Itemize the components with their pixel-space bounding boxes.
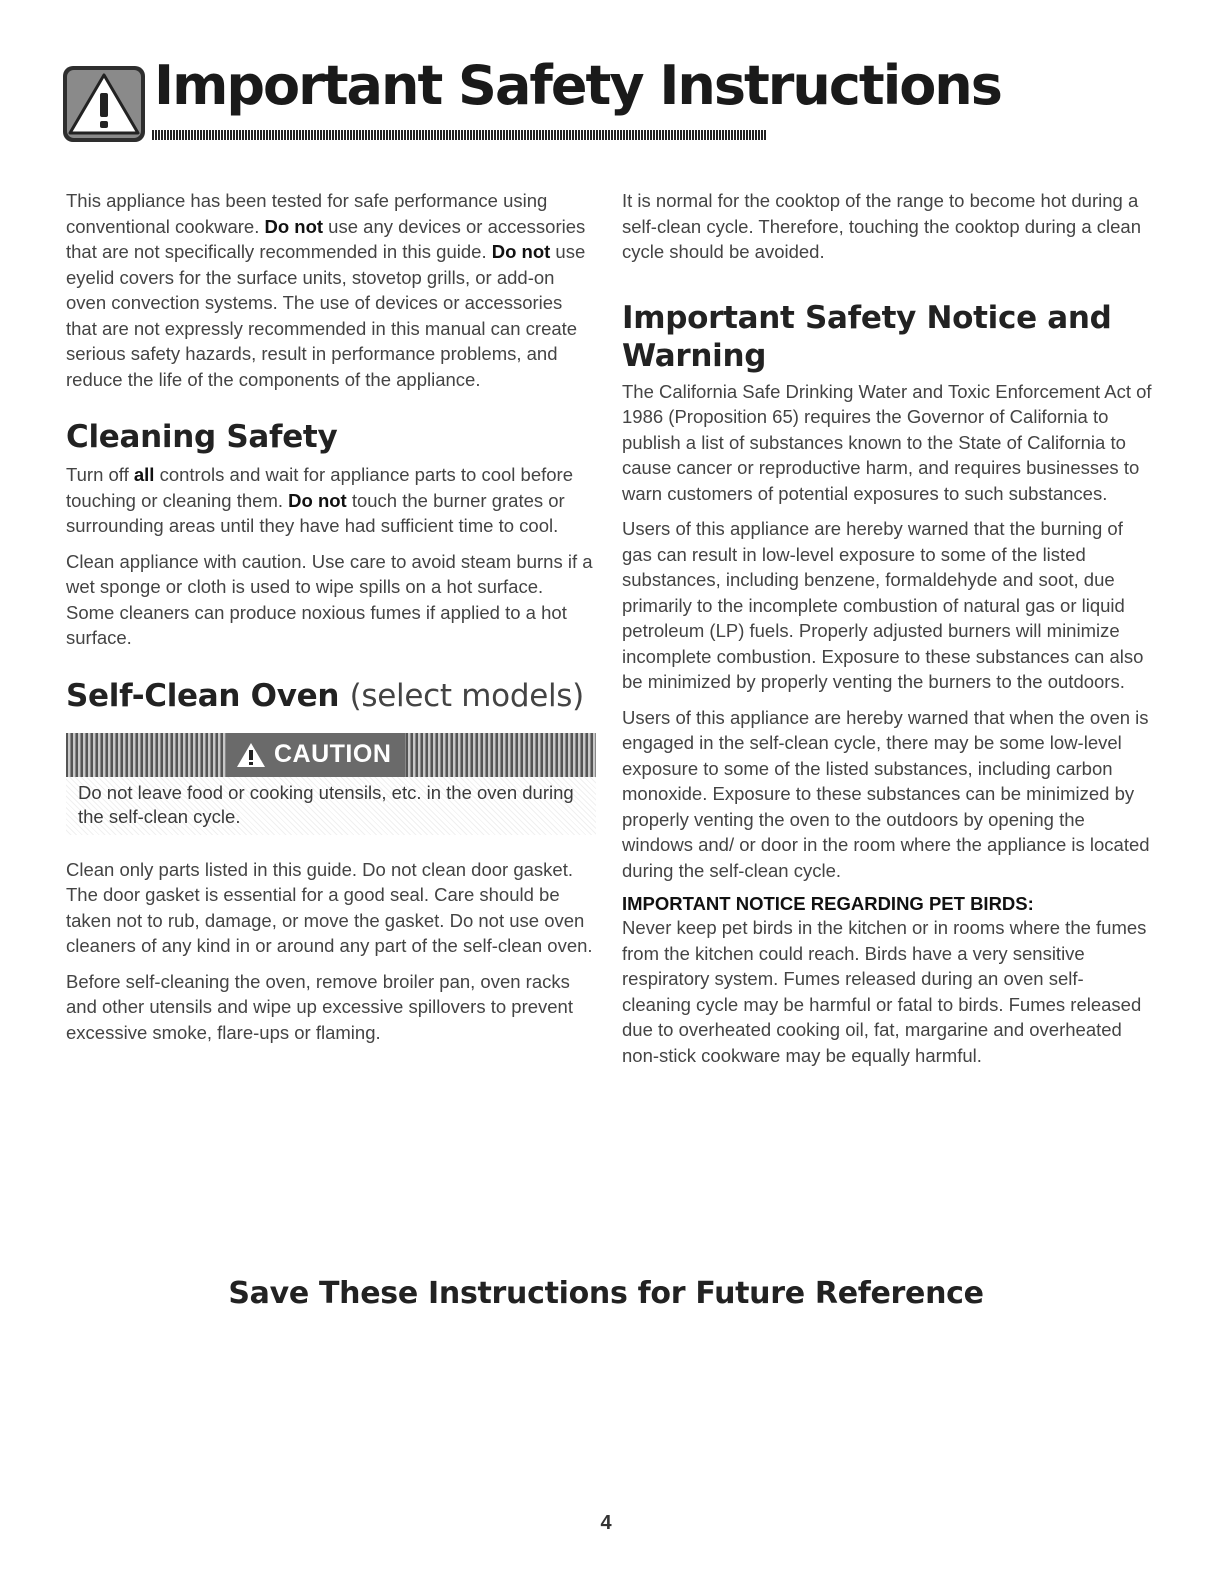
save-instructions-footer: Save These Instructions for Future Reference [228,1276,984,1311]
page-title: Important Safety Instructions [154,54,1001,117]
title-underline [152,130,766,140]
notice-paragraph-3: Users of this appliance are hereby warned that when the oven is engaged in the self-clean cycle, there may be some low-level exposure to some of the listed substances, including carbon monoxide. Exposure to these substances can be minimized by properly venting the oven to the outdoors by opening the windows and/ or door in the room where the appliance is located during the self-clean cycle. [622,706,1150,881]
self-clean-heading: Self-Clean Oven (select models) [66,677,584,714]
caution-label [226,733,405,777]
caution-text: CAUTION [274,740,392,768]
page-header [62,54,1001,150]
pet-birds-paragraph: Never keep pet birds in the kitchen or in rooms where the fumes from the kitchen could reach. Birds have a very sensitive respiratory system. Fumes released during an oven self-cleaning cycle may be harmful or fatal to birds. Fumes released due to overheated cooking oil, fat, margarine and overheated non-stick cookware may be equally harmful. [622,917,1147,1066]
pet-birds-heading: IMPORTANT NOTICE REGARDING PET BIRDS: [622,893,1034,914]
notice-paragraph-1: The California Safe Drinking Water and Toxic Enforcement Act of 1986 (Proposition 65) requires the Governor of California to publish a list of substances known to the State of California to cause cancer or reproductive harm, and requires businesses to warn customers of potential exposures to such substances. [622,380,1152,504]
cleaning-safety-paragraph-2: Clean appliance with caution. Use care to avoid steam burns if a wet sponge or cloth is used to wipe spills on a hot surface. Some cleaners can produce noxious fumes if applied to a hot surface. [66,550,593,648]
cleaning-safety-paragraph-1: Turn off all controls and wait for appliance parts to cool before touching or cleaning them. Do not touch the burner grates or surrounding areas until they have had sufficient time to cool. [66,464,573,536]
caution-message: Do not leave food or cooking utensils, etc. in the oven during the self-clean cycle. [66,777,596,835]
caution-box [66,733,596,835]
intro-paragraph: This appliance has been tested for safe performance using conventional cookware. Do not use any devices or accessories that are not specifically recommended in this guide. Do not use eyelid covers for the surface units, stovetop grills, or add-on oven convection systems. The use of devices or accessories that are not expressly recommended in this manual can create serious safety hazards, result in performance problems, and reduce the life of the components of the appliance. [66,190,586,390]
cooktop-hot-paragraph: It is normal for the cooktop of the range to become hot during a self-clean cycle. Therefore, touching the cooktop during a clean cycle should be avoided. [622,190,1141,262]
safety-notice-heading: Important Safety Notice and Warning [622,299,1112,374]
self-clean-paragraph-1: Clean only parts listed in this guide. Do not clean door gasket. The door gasket is essential for a good seal. Care should be taken not to rub, damage, or move the gasket. Do not use oven cleaners of any kind in or around any part of the self-clean oven. [66,858,593,956]
right-column [622,188,1152,1078]
cleaning-safety-heading: Cleaning Safety [66,419,338,455]
left-column [66,188,596,1055]
self-clean-heading-suffix: (select models) [349,677,584,714]
warning-triangle-icon [62,65,146,143]
self-clean-paragraph-2: Before self-cleaning the oven, remove broiler pan, oven racks and other utensils and wipe up excessive spillovers to prevent excessive smoke, flare-ups or flaming. [66,970,573,1043]
caution-triangle-icon [236,742,266,768]
page-number: 4 [600,1512,612,1534]
notice-paragraph-2: Users of this appliance are hereby warned that the burning of gas can result in low-level exposure to some of the listed substances, including benzene, formaldehyde and soot, due primarily to the incomplete combustion of natural gas or liquid petroleum (LP) fuels. Properly adjusted burners will minimize incomplete combustion. Exposure to these substances can also be minimized by properly venting the burners to the outdoors. [622,518,1144,692]
caution-banner [66,733,596,777]
